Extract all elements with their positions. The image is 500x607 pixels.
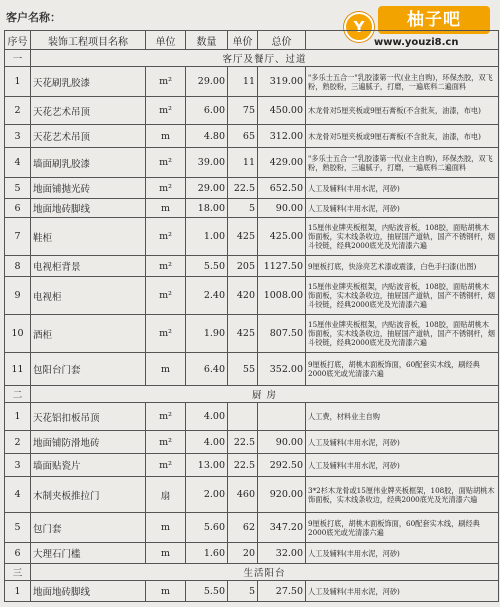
row-item-name: 包门套 [31,513,146,543]
row-unit-price [228,403,258,431]
section-title: 客厅及餐厅、过道 [31,50,499,67]
row-description: 人工及辅料(丰用水泥，河砂) [306,454,499,477]
row-total: 312.00 [258,125,306,148]
row-total: 347.20 [258,513,306,543]
row-unit-price: 5 [228,581,258,602]
header-unit-price: 单价 [228,31,258,50]
quotation-table [4,30,499,602]
row-total: 652.50 [258,178,306,199]
row-unit: m [146,543,186,564]
row-index: 4 [5,148,31,178]
row-unit: m [146,581,186,602]
row-unit-price: 205 [228,256,258,277]
table-row [5,477,499,513]
table-row [5,403,499,431]
row-unit: m² [146,315,186,353]
table-row [5,315,499,353]
row-quantity: 29.00 [186,178,228,199]
row-quantity: 1.00 [186,218,228,256]
row-unit: m² [146,148,186,178]
row-unit-price: 420 [228,277,258,315]
row-item-name: 地面铺抛光砖 [31,178,146,199]
row-item-name: 墙面刷乳胶漆 [31,148,146,178]
row-description: 人工及辅料(丰用水泥，河砂) [306,199,499,218]
row-total: 450.00 [258,97,306,125]
row-unit: m² [146,67,186,97]
row-unit: m² [146,277,186,315]
section-header-row [5,50,499,67]
row-description: 木龙骨对5厘夹板或9厘石膏板(不含批灰，油漆，布电) [306,125,499,148]
row-item-name: 天花艺术吊顶 [31,125,146,148]
table-row [5,97,499,125]
row-index: 1 [5,67,31,97]
row-quantity: 1.90 [186,315,228,353]
row-description: 人工及辅料(丰用水泥，河砂) [306,543,499,564]
row-unit-price: 22.5 [228,454,258,477]
row-quantity: 5.50 [186,256,228,277]
row-unit: m [146,199,186,218]
row-unit-price: 65 [228,125,258,148]
table-row [5,581,499,602]
row-item-name: 墙面贴瓷片 [31,454,146,477]
row-item-name: 木制夹板推拉门 [31,477,146,513]
row-item-name: 地面地砖脚线 [31,199,146,218]
row-description: 3*2杉木龙骨或15厘伟业牌夹板框架，108胶，面贴胡桃木饰面板，实木线条收边，经典2000底光及光清漆六遍 [306,477,499,513]
row-index: 4 [5,477,31,513]
row-index: 11 [5,353,31,386]
table-row [5,353,499,386]
row-index: 1 [5,581,31,602]
table-row [5,513,499,543]
row-quantity: 6.40 [186,353,228,386]
section-index: 一 [5,50,31,67]
row-total: 807.50 [258,315,306,353]
row-quantity: 5.50 [186,581,228,602]
row-quantity: 29.00 [186,67,228,97]
logo-url: www.youzi8.cn [374,37,459,48]
table-row [5,178,499,199]
section-index: 三 [5,564,31,581]
table-row [5,125,499,148]
row-item-name: 酒柜 [31,315,146,353]
row-total: 27.50 [258,581,306,602]
row-index: 5 [5,178,31,199]
header-index: 序号 [5,31,31,50]
row-index: 2 [5,431,31,454]
row-total: 425.00 [258,218,306,256]
table-row [5,431,499,454]
header-total: 总价 [258,31,306,50]
header-unit: 单位 [146,31,186,50]
row-quantity: 4.00 [186,431,228,454]
row-unit-price: 460 [228,477,258,513]
row-quantity: 5.60 [186,513,228,543]
row-total: 90.00 [258,431,306,454]
section-header-row [5,386,499,403]
row-unit: m [146,125,186,148]
row-item-name: 地面地砖脚线 [31,581,146,602]
table-row [5,543,499,564]
row-unit: m² [146,403,186,431]
row-item-name: 天花刷乳胶漆 [31,67,146,97]
row-unit-price: 22.5 [228,431,258,454]
row-unit-price: 62 [228,513,258,543]
row-index: 3 [5,454,31,477]
row-quantity: 2.40 [186,277,228,315]
row-unit-price: 11 [228,148,258,178]
row-unit: m² [146,97,186,125]
table-row [5,218,499,256]
row-item-name: 鞋柜 [31,218,146,256]
row-description: "多乐士五合一"乳胶漆第一代(业主自购)，环保杰胶，双飞粉，熟胶粉，三遍腻子，打磨，一遍底料二遍面料 [306,67,499,97]
row-unit: m [146,513,186,543]
row-quantity: 18.00 [186,199,228,218]
row-quantity: 1.60 [186,543,228,564]
row-item-name: 天花铝扣板吊顶 [31,403,146,431]
row-item-name: 包阳台门套 [31,353,146,386]
row-item-name: 大理石门槛 [31,543,146,564]
row-total: 1008.00 [258,277,306,315]
row-unit-price: 20 [228,543,258,564]
table-row [5,454,499,477]
row-description: 人工及辅料(丰用水泥，河砂) [306,178,499,199]
row-item-name: 电视柜 [31,277,146,315]
client-name-label: 客户名称： [6,11,61,24]
row-description: 9厘板打底，快涂亮艺术漆或震漆，白色手扫漆(出图) [306,256,499,277]
row-total: 292.50 [258,454,306,477]
row-item-name: 地面铺防滑地砖 [31,431,146,454]
row-index: 3 [5,125,31,148]
row-index: 1 [5,403,31,431]
row-total: 90.00 [258,199,306,218]
row-unit: m [146,353,186,386]
section-index: 二 [5,386,31,403]
row-total: 429.00 [258,148,306,178]
row-quantity: 39.00 [186,148,228,178]
section-header-row [5,564,499,581]
row-index: 8 [5,256,31,277]
logo-name: 柚子吧 [378,6,490,34]
row-total: 32.00 [258,543,306,564]
row-index: 2 [5,97,31,125]
row-index: 5 [5,513,31,543]
row-description: 人工及辅料(丰用水泥，河砂) [306,431,499,454]
table-row [5,67,499,97]
table-header-row [5,31,499,50]
table-row [5,148,499,178]
row-total: 319.00 [258,67,306,97]
section-title: 厨 房 [31,386,499,403]
row-unit-price: 55 [228,353,258,386]
row-quantity: 2.00 [186,477,228,513]
row-description: 15厘伟业牌夹板框架，内贴波音板，108胶，面贴胡桃木饰面板，实木线条收边，抽屉国产道轨，国产不锈钢杆，烟斗铰链，经典2000底光及光清漆六遍 [306,315,499,353]
row-total: 352.00 [258,353,306,386]
row-item-name: 电视柜背景 [31,256,146,277]
row-unit: m² [146,431,186,454]
row-description: 人工费，材料业主自购 [306,403,499,431]
logo-badge-icon: Y [344,12,374,42]
row-index: 6 [5,199,31,218]
row-total: 1127.50 [258,256,306,277]
row-description: 15厘伟业牌夹板框架，内贴波音板，108胶，面贴胡桃木饰面板，实木线条收边，抽屉国产道轨，国产不锈钢杆，烟斗铰链，经典2000底光及光清漆六遍 [306,218,499,256]
row-description: 9厘板打底，胡桃木面板饰面，60配套实木线，刷经典2000底光或光清漆六遍 [306,353,499,386]
row-description: 15厘伟业牌夹板框架，内贴波音板，108胶，面贴胡桃木饰面板，实木线条收边，抽屉国产道轨，国产不锈钢杆，烟斗铰链，经典2000底光及光清漆六遍 [306,277,499,315]
row-description: 9厘板打底，胡桃木面板饰面，60配套实木线，刷经典2000底光或光清漆六遍 [306,513,499,543]
row-index: 6 [5,543,31,564]
row-item-name: 天花艺术吊顶 [31,97,146,125]
row-description: "多乐士五合一"乳胶漆第一代(业主自购)，环保杰胶，双飞粉，熟胶粉，三遍腻子，打磨，一遍底料二遍面料 [306,148,499,178]
row-unit-price: 425 [228,218,258,256]
table-row [5,277,499,315]
row-total [258,403,306,431]
row-index: 9 [5,277,31,315]
row-total: 920.00 [258,477,306,513]
header-item-name: 装饰工程项目名称 [31,31,146,50]
row-quantity: 13.00 [186,454,228,477]
row-index: 10 [5,315,31,353]
row-quantity: 6.00 [186,97,228,125]
row-unit-price: 11 [228,67,258,97]
row-description: 木龙骨对5厘夹板或9厘石膏板(不含批灰，油漆，布电) [306,97,499,125]
table-row [5,199,499,218]
row-quantity: 4.00 [186,403,228,431]
table-body [5,50,499,602]
row-unit-price: 425 [228,315,258,353]
row-unit: m² [146,178,186,199]
row-unit: m² [146,218,186,256]
table-row [5,256,499,277]
row-index: 7 [5,218,31,256]
row-unit-price: 75 [228,97,258,125]
row-unit-price: 5 [228,199,258,218]
section-title: 生活阳台 [31,564,499,581]
header-quantity: 数量 [186,31,228,50]
row-unit: m² [146,454,186,477]
row-unit: m² [146,256,186,277]
header-description [306,31,499,50]
row-unit: 扇 [146,477,186,513]
row-quantity: 4.80 [186,125,228,148]
row-description: 人工及辅料(丰用水泥，河砂) [306,581,499,602]
row-unit-price: 22.5 [228,178,258,199]
